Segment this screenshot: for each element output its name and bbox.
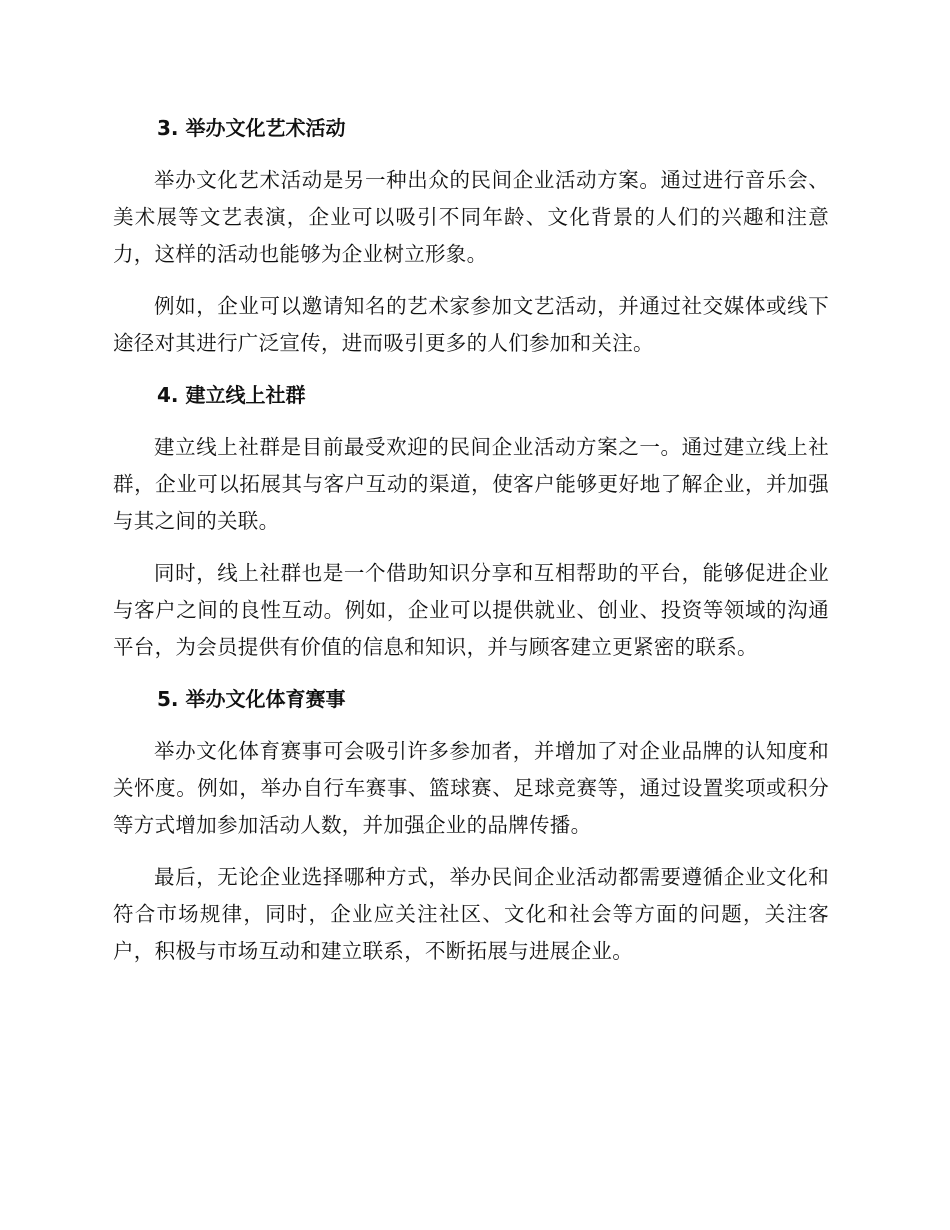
section-heading-4: 4. 建立线上社群 [157,383,306,407]
section-4-paragraph-2: 同时，线上社群也是一个借助知识分享和互相帮助的平台，能够促进企业与客户之间的良性互动。例如，企业可以提供就业、创业、投资等领域的沟通平台，为会员提供有价值的信息和知识，并与顾客建立更紧密的联系。 [113,561,829,659]
section-4-paragraph-1: 建立线上社群是目前最受欢迎的民间企业活动方案之一。通过建立线上社群，企业可以拓展其与客户互动的渠道，使客户能够更好地了解企业，并加强与其之间的关联。 [113,435,829,533]
document-body [113,110,829,970]
section-3-paragraph-1: 举办文化艺术活动是另一种出众的民间企业活动方案。通过进行音乐会、美术展等文艺表演，企业可以吸引不同年龄、文化背景的人们的兴趣和注意力，这样的活动也能够为企业树立形象。 [113,168,829,266]
section-heading-5: 5. 举办文化体育赛事 [157,687,346,711]
section-3-paragraph-2: 例如，企业可以邀请知名的艺术家参加文艺活动，并通过社交媒体或线下途径对其进行广泛宣传，进而吸引更多的人们参加和关注。 [113,294,829,355]
section-5-paragraph-1: 举办文化体育赛事可会吸引许多参加者，并增加了对企业品牌的认知度和关怀度。例如，举办自行车赛事、篮球赛、足球竞赛等，通过设置奖项或积分等方式增加参加活动人数，并加强企业的品牌传播。 [113,739,829,837]
section-5-paragraph-2: 最后，无论企业选择哪种方式，举办民间企业活动都需要遵循企业文化和符合市场规律，同时，企业应关注社区、文化和社会等方面的问题，关注客户，积极与市场互动和建立联系，不断拓展与进展企业。 [113,865,829,963]
section-heading-3: 3. 举办文化艺术活动 [157,116,346,140]
